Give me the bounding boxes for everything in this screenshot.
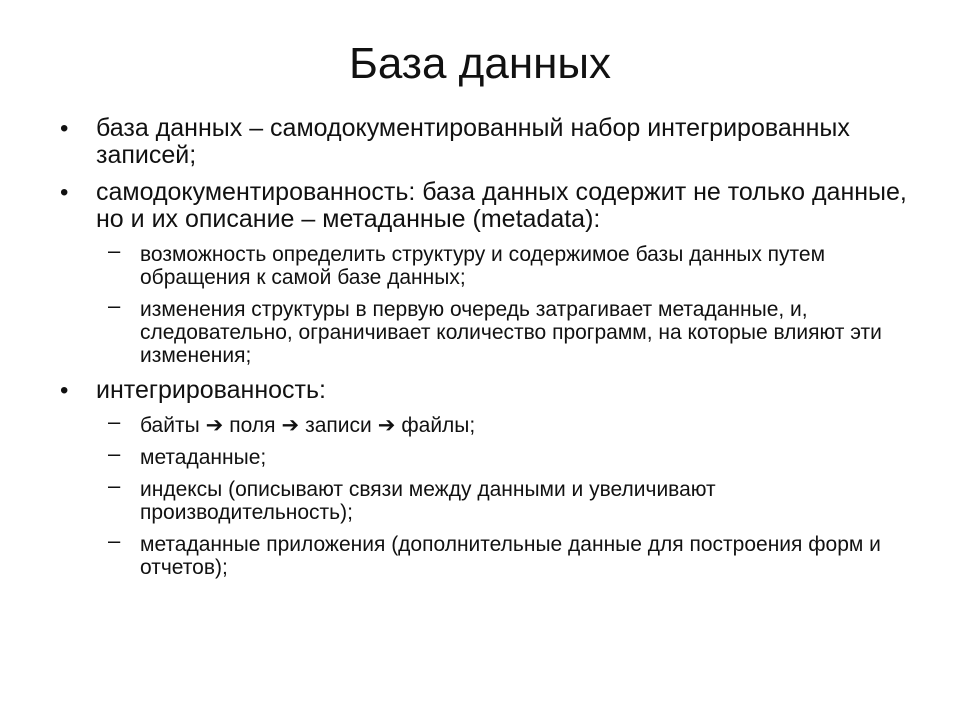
slide-title: База данных	[348, 39, 612, 88]
bullet-item-1	[60, 115, 910, 169]
bullet-dot-icon: •	[60, 377, 69, 404]
sub-item-text: метаданные;	[140, 446, 267, 469]
arrow-right-icon: ➔	[377, 414, 396, 437]
sub-item	[60, 528, 910, 579]
sub-item-text: метаданные приложения (дополнительные данные для построения форм и отчетов);	[140, 533, 881, 579]
sub-item	[60, 473, 910, 524]
bullet-item-2	[60, 179, 910, 233]
bullet-dot-icon: •	[60, 179, 69, 206]
sub-item-chain	[60, 409, 910, 437]
sub-item	[60, 293, 910, 367]
dash-icon: –	[108, 441, 121, 466]
slide-content	[60, 115, 910, 589]
chain-word: байты	[140, 414, 200, 437]
chain-word: поля	[229, 414, 276, 437]
bullet-item-3	[60, 377, 910, 404]
dash-icon: –	[108, 473, 121, 498]
chain-word: файлы;	[401, 414, 476, 437]
arrow-right-icon: ➔	[205, 414, 224, 437]
sub-item-text: изменения структуры в первую очередь затрагивает метаданные, и, следовательно, ограничивает количество программ, на которые влияют эти изменения;	[140, 298, 882, 367]
dash-icon: –	[108, 293, 121, 318]
dash-icon: –	[108, 528, 121, 553]
sublist-2	[60, 238, 910, 367]
arrow-right-icon: ➔	[281, 414, 300, 437]
sub-item-text: возможность определить структуру и содержимое базы данных путем обращения к самой базе данных;	[140, 243, 826, 289]
sublist-3	[60, 409, 910, 579]
dash-icon: –	[108, 409, 121, 434]
bullet-text: интегрированность:	[96, 376, 326, 404]
dash-icon: –	[108, 238, 121, 263]
bullet-text: самодокументированность: база данных содержит не только данные, но и их описание – метаданные (metadata):	[96, 178, 907, 233]
chain-word: записи	[305, 414, 372, 437]
bullet-text: база данных – самодокументированный набор интегрированных записей;	[96, 114, 850, 169]
sub-item	[60, 238, 910, 289]
sub-item	[60, 441, 910, 469]
bullet-dot-icon: •	[60, 115, 69, 142]
sub-item-text: индексы (описывают связи между данными и увеличивают производительность);	[140, 478, 716, 524]
